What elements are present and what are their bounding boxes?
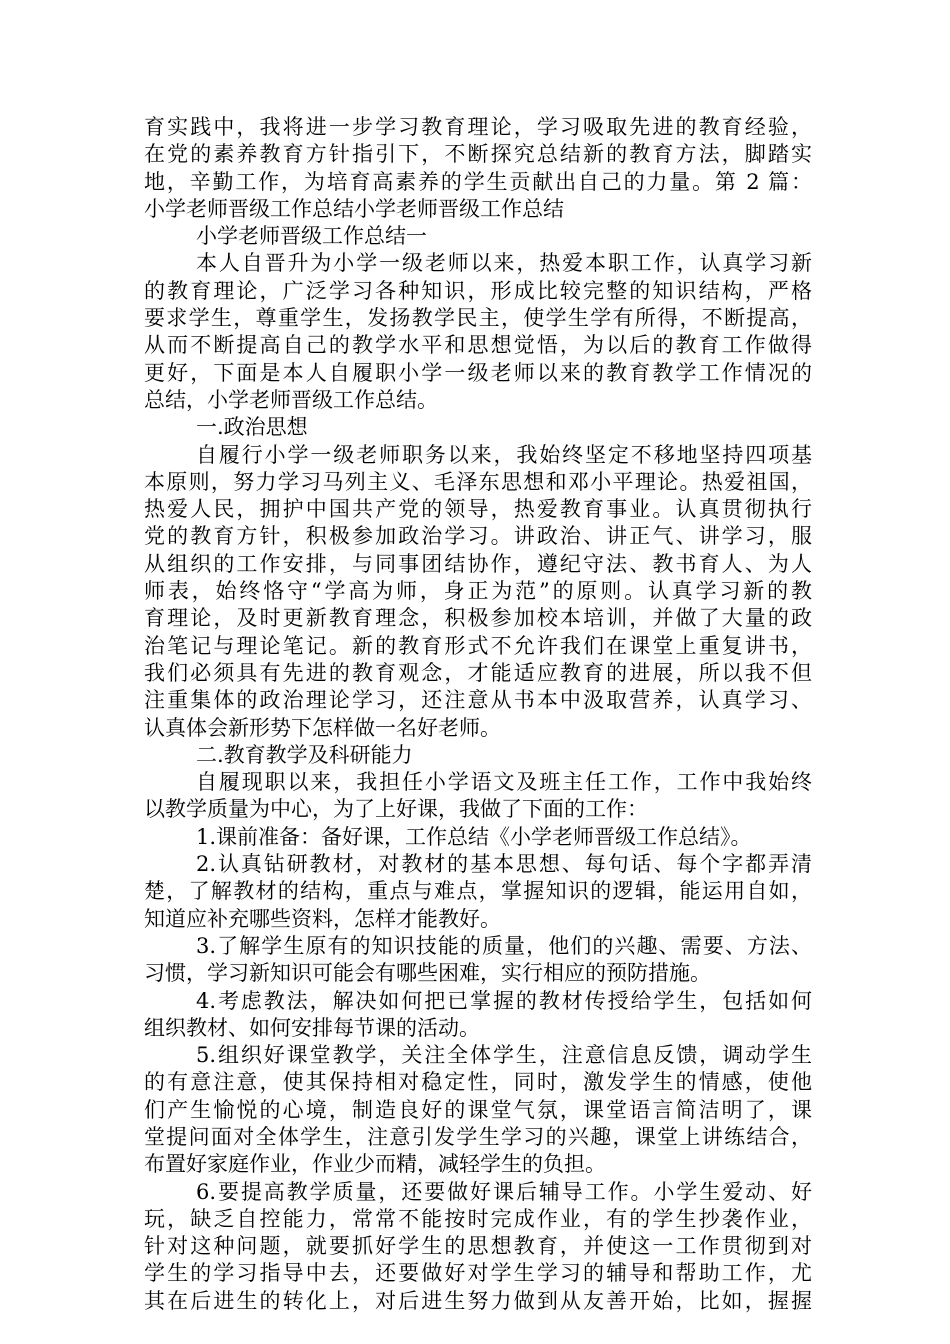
text-line: 总结，小学老师晋级工作总结。 [144, 387, 438, 412]
text-line: 一.政治思想 [196, 415, 308, 440]
text-line: 注重集体的政治理论学习，还注意从书本中汲取营养，认真学习、 [144, 688, 812, 713]
text-line: 党的教育方针，积极参加政治学习。讲政治、讲正气、讲学习，服 [144, 524, 812, 549]
text-line: 1.课前准备：备好课，工作总结《小学老师晋级工作总结》。 [196, 824, 752, 849]
text-line: 习惯，学习新知识可能会有哪些困难，实行相应的预防措施。 [144, 961, 711, 986]
text-line: 5.组织好课堂教学，关注全体学生，注意信息反馈，调动学生 [196, 1043, 812, 1068]
text-line: 的有意注意，使其保持相对稳定性，同时，激发学生的情感，使他 [144, 1070, 812, 1095]
text-line: 玩，缺乏自控能力，常常不能按时完成作业，有的学生抄袭作业， [144, 1206, 812, 1231]
text-line: 组织教材、如何安排每节课的活动。 [144, 1015, 480, 1040]
text-line: 其在后进生的转化上，对后进生努力做到从友善开始，比如，握握 [144, 1288, 812, 1313]
text-line: 从而不断提高自己的教学水平和思想觉悟，为以后的教育工作做得 [144, 333, 812, 358]
text-line: 育理论，及时更新教育理念，积极参加校本培训，并做了大量的政 [144, 606, 812, 631]
text-line: 本原则，努力学习马列主义、毛泽东思想和邓小平理论。热爱祖国， [144, 469, 812, 494]
text-line: 师表，始终恪守“学高为师，身正为范”的原则。认真学习新的教 [144, 579, 812, 604]
text-line: 2.认真钻研教材，对教材的基本思想、每句话、每个字都弄清 [196, 852, 812, 877]
text-line: 小学老师晋级工作总结小学老师晋级工作总结 [144, 196, 564, 221]
document-body [144, 114, 812, 1315]
text-line: 自履行小学一级老师职务以来，我始终坚定不移地坚持四项基 [196, 442, 812, 467]
text-line: 布置好家庭作业，作业少而精，减轻学生的负担。 [144, 1152, 606, 1177]
text-line: 要求学生，尊重学生，发扬教学民主，使学生学有所得，不断提高， [144, 306, 812, 331]
text-line: 更好，下面是本人自履职小学一级老师以来的教育教学工作情况的 [144, 360, 812, 385]
text-line: 们产生愉悦的心境，制造良好的课堂气氛，课堂语言简洁明了，课 [144, 1097, 812, 1122]
text-line: 4.考虑教法，解决如何把已掌握的教材传授给学生，包括如何 [196, 988, 812, 1013]
text-line: 小学老师晋级工作总结一 [196, 224, 427, 249]
text-line: 的教育理论，广泛学习各种知识，形成比较完整的知识结构，严格 [144, 278, 812, 303]
text-line: 我们必须具有先进的教育观念，才能适应教育的进展，所以我不但 [144, 660, 812, 685]
text-line: 认真体会新形势下怎样做一名好老师。 [144, 715, 501, 740]
text-line: 以教学质量为中心，为了上好课，我做了下面的工作： [144, 797, 648, 822]
text-line: 知道应补充哪些资料，怎样才能教好。 [144, 906, 501, 931]
text-line: 在党的素养教育方针指引下，不断探究总结新的教育方法，脚踏实 [144, 142, 812, 167]
text-line: 育实践中，我将进一步学习教育理论，学习吸取先进的教育经验， [144, 115, 812, 139]
text-line: 堂提问面对全体学生，注意引发学生学习的兴趣，课堂上讲练结合， [144, 1124, 812, 1149]
text-line: 学生的学习指导中去，还要做好对学生学习的辅导和帮助工作，尤 [144, 1261, 812, 1286]
text-line: 热爱人民，拥护中国共产党的领导，热爱教育事业。认真贯彻执行 [144, 497, 812, 522]
text-line: 6.要提高教学质量，还要做好课后辅导工作。小学生爱动、好 [196, 1179, 812, 1204]
text-line: 治笔记与理论笔记。新的教育形式不允许我们在课堂上重复讲书， [144, 633, 812, 658]
text-line: 二.教育教学及科研能力 [196, 742, 413, 767]
text-line: 本人自晋升为小学一级老师以来，热爱本职工作，认真学习新 [196, 251, 812, 276]
text-line: 针对这种问题，就要抓好学生的思想教育，并使这一工作贯彻到对 [144, 1234, 812, 1259]
text-line: 从组织的工作安排，与同事团结协作，遵纪守法、教书育人、为人 [144, 551, 812, 576]
text-line: 自履现职以来，我担任小学语文及班主任工作，工作中我始终 [196, 770, 812, 795]
text-line: 地，辛勤工作，为培育高素养的学生贡献出自己的力量。第 2 篇： [144, 169, 812, 194]
text-line: 3.了解学生原有的知识技能的质量，他们的兴趣、需要、方法、 [196, 933, 812, 958]
text-line: 楚，了解教材的结构，重点与难点，掌握知识的逻辑，能运用自如， [144, 879, 812, 904]
